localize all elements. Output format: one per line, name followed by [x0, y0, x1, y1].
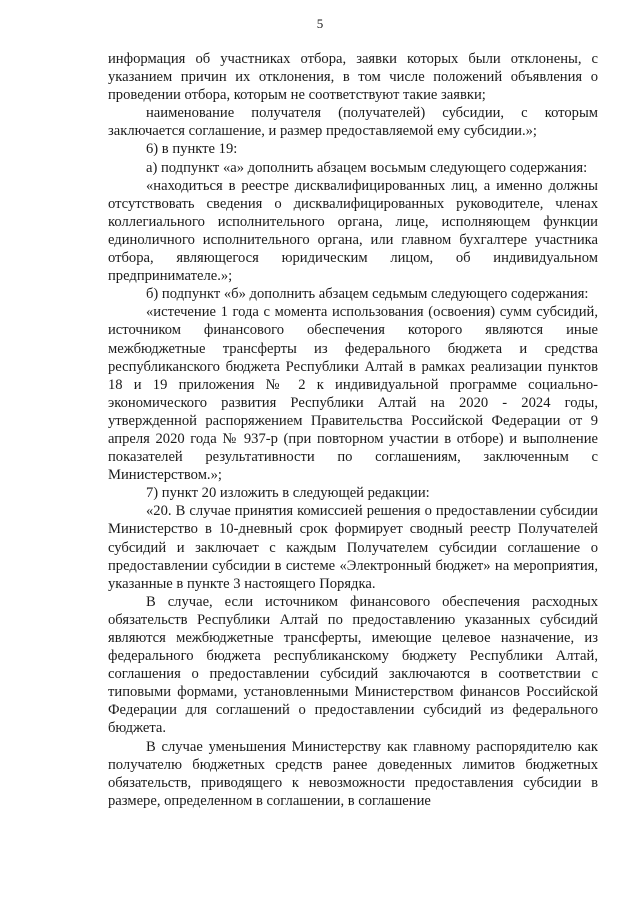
- page-number: 5: [316, 16, 324, 31]
- paragraph: наименование получателя (получателей) субсидии, с которым заключается соглашение, и размер предоставляемой ему субсидии.»;: [108, 105, 598, 140]
- paragraph: б) подпункт «б» дополнить абзацем седьмым следующего содержания:: [146, 286, 589, 303]
- paragraph: информация об участниках отбора, заявки которых были отклонены, с указанием причин их отклонения, в том числе положений объявления о проведении отбора, которым не соответствуют такие заявки;: [108, 51, 598, 104]
- paragraph: В случае уменьшения Министерству как главному распорядителю как получателю бюджетных средств ранее доведенных лимитов бюджетных обязательств, приводящего к невозможности предоставления субсидии в размере, определенном в соглашении, в соглашение: [108, 738, 598, 809]
- document-body: [108, 50, 598, 810]
- paragraph: а) подпункт «а» дополнить абзацем восьмым следующего содержания:: [146, 159, 588, 176]
- paragraph: «истечение 1 года с момента использования (освоения) сумм субсидий, источником финансового обеспечения которого являются иные межбюджетные трансферты из федерального бюджета и средства республиканского бюджета Республики Алтай в рамках реализации пунктов 18 и 19 приложения № 2 к индивидуальной программе социально-экономического развития Республики Алтай на 2020 - 2024 годы, утвержденной распоряжением Правительства Российской Федерации от 9 апреля 2020 года № 937-р (при повторном участии в отборе) и выполнение показателей результативности по соглашениям, заключенным с Министерством.»;: [108, 304, 598, 484]
- paragraph: 6) в пункте 19:: [146, 141, 238, 158]
- paragraph: «20. В случае принятия комиссией решения о предоставлении субсидии Министерство в 10-дневный срок формирует сводный реестр Получателей субсидий и заключает с каждым Получателем субсидии соглашение о предоставлении субсидии в системе «Электронный бюджет» на мероприятия, указанные в пункте 3 настоящего Порядка.: [108, 503, 598, 592]
- paragraph: 7) пункт 20 изложить в следующей редакции:: [146, 485, 430, 502]
- paragraph: «находиться в реестре дисквалифицированных лиц, а именно должны отсутствовать сведения о дисквалифицированных руководителе, членах коллегиального исполнительного органа, лице, исполняющем функции единоличного исполнительного органа, или главном бухгалтере участника отбора, являющегося юридическим лицом, об индивидуальном предпринимателе.»;: [108, 177, 598, 285]
- paragraph: В случае, если источником финансового обеспечения расходных обязательств Республики Алтай по предоставлению указанных субсидий являются межбюджетные трансферты, имеющие целевое назначение, из федерального бюджета республиканскому бюджету Республики Алтай, соглашения о предоставлении субсидий заключаются в соответствии с типовыми формами, установленными Министерством финансов Российской Федерации для соглашений о предоставлении субсидий из федерального бюджета.: [108, 593, 598, 737]
